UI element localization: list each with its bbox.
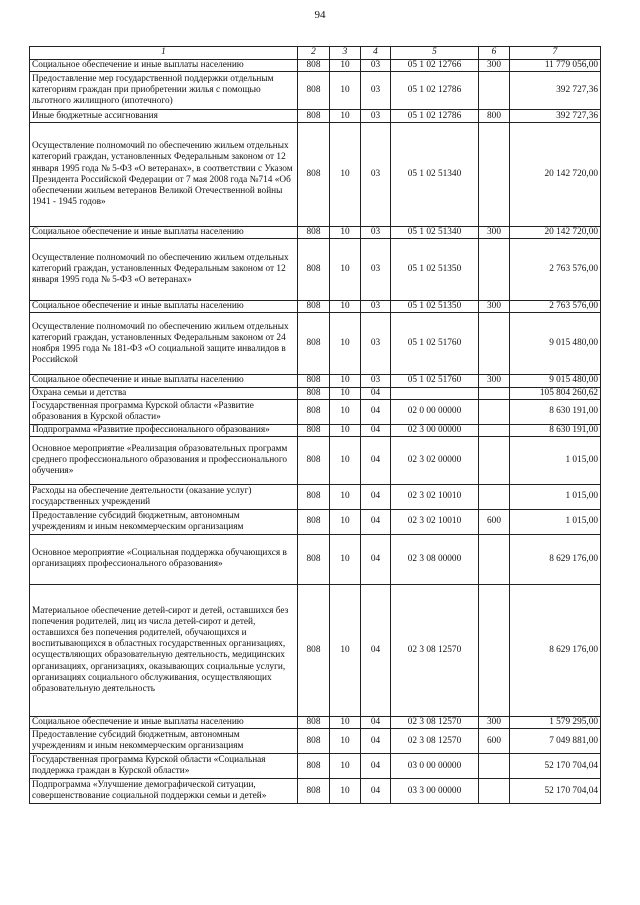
row-subsection-cell: 03 (361, 239, 391, 301)
row-expense-type-cell (479, 754, 510, 779)
row-name-cell: Охрана семьи и детства (30, 387, 298, 399)
row-name-cell: Материальное обеспечение детей-сирот и детей, оставшихся без попечения родителей, лиц из числа детей-сирот и детей, оставшихся без попечения родителей, обучающихся и воспитывающихся в областных государственных организациях, осуществляющих образовательную деятельность, медицинских организациях, организациях, оказывающих социальные услуги, организациях социального обслуживания, осуществляющих образовательную деятельность (30, 584, 298, 716)
row-expense-type-cell (479, 424, 510, 436)
row-sum-cell: 8 630 191,00 (510, 399, 601, 424)
table-row (30, 584, 601, 716)
table-row (30, 424, 601, 436)
row-name-cell: Государственная программа Курской области «Социальная поддержка граждан в Курской области» (30, 754, 298, 779)
row-code-cell: 808 (298, 534, 330, 584)
row-sum-cell: 1 015,00 (510, 436, 601, 484)
table-row (30, 716, 601, 728)
row-section-cell: 10 (330, 60, 361, 72)
row-expense-type-cell (479, 239, 510, 301)
table-row (30, 387, 601, 399)
row-subsection-cell: 03 (361, 72, 391, 110)
row-target-cell: 02 3 08 12570 (391, 729, 479, 754)
row-subsection-cell: 03 (361, 375, 391, 387)
row-section-cell: 10 (330, 313, 361, 375)
row-expense-type-cell: 800 (479, 110, 510, 123)
table-row (30, 72, 601, 110)
row-name-cell: Государственная программа Курской области «Развитие образования в Курской области» (30, 399, 298, 424)
row-section-cell: 10 (330, 716, 361, 728)
row-subsection-cell: 04 (361, 779, 391, 804)
row-sum-cell: 1 579 295,00 (510, 716, 601, 728)
row-code-cell: 808 (298, 301, 330, 313)
row-code-cell: 808 (298, 110, 330, 123)
row-code-cell: 808 (298, 754, 330, 779)
row-target-cell: 05 1 02 12766 (391, 60, 479, 72)
table-row (30, 729, 601, 754)
row-subsection-cell: 04 (361, 509, 391, 534)
row-sum-cell: 8 630 191,00 (510, 424, 601, 436)
row-sum-cell: 8 629 176,00 (510, 584, 601, 716)
table-row (30, 123, 601, 227)
row-section-cell: 10 (330, 584, 361, 716)
row-subsection-cell: 04 (361, 534, 391, 584)
row-target-cell: 02 3 08 12570 (391, 716, 479, 728)
row-sum-cell: 1 015,00 (510, 509, 601, 534)
row-target-cell: 02 3 02 10010 (391, 484, 479, 509)
row-section-cell: 10 (330, 301, 361, 313)
row-name-cell: Социальное обеспечение и иные выплаты населению (30, 375, 298, 387)
row-name-cell: Расходы на обеспечение деятельности (оказание услуг) государственных учреждений (30, 484, 298, 509)
table-row (30, 436, 601, 484)
row-target-cell (391, 387, 479, 399)
row-name-text: Осуществление полномочий по обеспечению жильем отдельных категорий граждан, установленных Федеральным законом от 24 ноября 1995 года № 181-ФЗ «О социальной защите инвалидов в Российской (32, 321, 289, 366)
row-expense-type-cell: 300 (479, 375, 510, 387)
row-sum-cell: 7 049 881,00 (510, 729, 601, 754)
table-body (30, 60, 601, 804)
row-section-cell: 10 (330, 123, 361, 227)
row-sum-cell: 52 170 704,04 (510, 779, 601, 804)
table-row (30, 227, 601, 239)
page-number: 94 (314, 9, 326, 21)
row-name-cell: Предоставление мер государственной поддержки отдельным категориям граждан при приобретении жилья с помощью льготного жилищного (ипотечного) (30, 72, 298, 110)
table-row (30, 313, 601, 375)
row-target-cell: 02 3 02 00000 (391, 436, 479, 484)
row-section-cell: 10 (330, 484, 361, 509)
row-code-cell: 808 (298, 779, 330, 804)
row-expense-type-cell (479, 779, 510, 804)
row-code-cell: 808 (298, 399, 330, 424)
row-target-cell: 02 3 08 00000 (391, 534, 479, 584)
row-name-cell: Предоставление субсидий бюджетным, автономным учреждениям и иным некоммерческим организациям (30, 509, 298, 534)
row-code-cell: 808 (298, 436, 330, 484)
row-expense-type-cell (479, 387, 510, 399)
table-header-row (30, 47, 601, 60)
row-code-cell: 808 (298, 375, 330, 387)
row-sum-cell: 9 015 480,00 (510, 375, 601, 387)
row-subsection-cell: 03 (361, 301, 391, 313)
row-target-cell: 05 1 02 51760 (391, 313, 479, 375)
row-section-cell: 10 (330, 110, 361, 123)
row-code-cell: 808 (298, 123, 330, 227)
row-subsection-cell: 04 (361, 729, 391, 754)
row-section-cell: 10 (330, 509, 361, 534)
row-name-cell: Основное мероприятие «Реализация образовательных программ среднего профессионального образования и профессионального обучения» (30, 436, 298, 484)
row-name-cell: Предоставление субсидий бюджетным, автономным учреждениям и иным некоммерческим организациям (30, 729, 298, 754)
row-subsection-cell: 03 (361, 110, 391, 123)
row-section-cell: 10 (330, 375, 361, 387)
row-sum-cell: 2 763 576,00 (510, 301, 601, 313)
column-header: 3 (330, 47, 361, 60)
row-expense-type-cell (479, 399, 510, 424)
row-code-cell: 808 (298, 239, 330, 301)
row-target-cell: 05 1 02 51340 (391, 227, 479, 239)
table-row (30, 60, 601, 72)
row-section-cell: 10 (330, 729, 361, 754)
row-name-cell: Социальное обеспечение и иные выплаты населению (30, 227, 298, 239)
table-row (30, 239, 601, 301)
row-sum-cell: 392 727,36 (510, 72, 601, 110)
row-subsection-cell: 04 (361, 436, 391, 484)
row-expense-type-cell: 600 (479, 729, 510, 754)
row-code-cell: 808 (298, 584, 330, 716)
row-target-cell: 03 3 00 00000 (391, 779, 479, 804)
row-subsection-cell: 04 (361, 387, 391, 399)
row-target-cell: 02 0 00 00000 (391, 399, 479, 424)
row-subsection-cell: 04 (361, 399, 391, 424)
column-header: 6 (479, 47, 510, 60)
row-section-cell: 10 (330, 779, 361, 804)
row-expense-type-cell: 600 (479, 509, 510, 534)
row-sum-cell: 8 629 176,00 (510, 534, 601, 584)
row-section-cell: 10 (330, 436, 361, 484)
row-sum-cell: 20 142 720,00 (510, 227, 601, 239)
row-target-cell: 02 3 02 10010 (391, 509, 479, 534)
row-subsection-cell: 04 (361, 424, 391, 436)
row-code-cell: 808 (298, 509, 330, 534)
table-row (30, 534, 601, 584)
row-sum-cell: 20 142 720,00 (510, 123, 601, 227)
row-target-cell: 05 1 02 12786 (391, 110, 479, 123)
row-code-cell: 808 (298, 387, 330, 399)
row-expense-type-cell (479, 313, 510, 375)
row-subsection-cell: 04 (361, 754, 391, 779)
row-code-cell: 808 (298, 484, 330, 509)
row-name-cell: Осуществление полномочий по обеспечению жильем отдельных категорий граждан, установленных Федеральным законом от 12 января 1995 года № 5-ФЗ «О ветеранах» (30, 239, 298, 301)
column-header: 7 (510, 47, 601, 60)
row-target-cell: 02 3 08 12570 (391, 584, 479, 716)
row-subsection-cell: 03 (361, 313, 391, 375)
row-code-cell: 808 (298, 72, 330, 110)
table-row (30, 375, 601, 387)
row-section-cell: 10 (330, 534, 361, 584)
column-header: 2 (298, 47, 330, 60)
table-row (30, 301, 601, 313)
row-expense-type-cell: 300 (479, 716, 510, 728)
row-expense-type-cell (479, 436, 510, 484)
row-code-cell: 808 (298, 424, 330, 436)
row-expense-type-cell: 300 (479, 301, 510, 313)
row-subsection-cell: 03 (361, 227, 391, 239)
row-subsection-cell: 04 (361, 716, 391, 728)
row-target-cell: 05 1 02 51350 (391, 239, 479, 301)
row-code-cell: 808 (298, 60, 330, 72)
table-row (30, 509, 601, 534)
table-row (30, 399, 601, 424)
row-name-cell: Подпрограмма «Развитие профессионального образования» (30, 424, 298, 436)
row-expense-type-cell: 300 (479, 227, 510, 239)
row-subsection-cell: 04 (361, 484, 391, 509)
row-sum-cell: 105 804 260,62 (510, 387, 601, 399)
table-row (30, 754, 601, 779)
row-name-cell: Социальное обеспечение и иные выплаты населению (30, 716, 298, 728)
column-header: 4 (361, 47, 391, 60)
row-section-cell: 10 (330, 227, 361, 239)
row-section-cell: 10 (330, 72, 361, 110)
row-sum-cell: 9 015 480,00 (510, 313, 601, 375)
row-section-cell: 10 (330, 239, 361, 301)
row-expense-type-cell (479, 534, 510, 584)
row-subsection-cell: 03 (361, 123, 391, 227)
row-sum-cell: 52 170 704,04 (510, 754, 601, 779)
row-name-cell: Основное мероприятие «Социальная поддержка обучающихся в организациях профессионального образования» (30, 534, 298, 584)
row-target-cell: 05 1 02 51350 (391, 301, 479, 313)
row-expense-type-cell (479, 484, 510, 509)
row-code-cell: 808 (298, 716, 330, 728)
row-section-cell: 10 (330, 399, 361, 424)
row-name-cell: Иные бюджетные ассигнования (30, 110, 298, 123)
row-name-cell: Осуществление полномочий по обеспечению жильем отдельных категорий граждан, установленных Федеральным законом от 12 января 1995 года № 5-ФЗ «О ветеранах», в соответствии с Указом Президента Российской Федерации от 7 мая 2008 года №714 «Об обеспечении жильем ветеранов Великой Отечественной войны 1941 - 1945 годов» (30, 123, 298, 227)
row-expense-type-cell: 300 (479, 60, 510, 72)
table-row (30, 484, 601, 509)
row-name-cell (30, 313, 298, 375)
row-section-cell: 10 (330, 424, 361, 436)
row-sum-cell: 11 779 056,00 (510, 60, 601, 72)
row-subsection-cell: 04 (361, 584, 391, 716)
row-sum-cell: 1 015,00 (510, 484, 601, 509)
row-target-cell: 05 1 02 12786 (391, 72, 479, 110)
row-section-cell: 10 (330, 754, 361, 779)
row-code-cell: 808 (298, 729, 330, 754)
row-code-cell: 808 (298, 313, 330, 375)
row-section-cell: 10 (330, 387, 361, 399)
column-header: 5 (391, 47, 479, 60)
table-row (30, 110, 601, 123)
row-code-cell: 808 (298, 227, 330, 239)
table-row (30, 779, 601, 804)
row-expense-type-cell (479, 584, 510, 716)
row-expense-type-cell (479, 123, 510, 227)
row-name-cell: Подпрограмма «Улучшение демографической ситуации, совершенствование социальной поддержки семьи и детей» (30, 779, 298, 804)
column-header: 1 (30, 47, 298, 60)
row-sum-cell: 2 763 576,00 (510, 239, 601, 301)
row-target-cell: 03 0 00 00000 (391, 754, 479, 779)
budget-table (29, 46, 601, 804)
row-target-cell: 05 1 02 51760 (391, 375, 479, 387)
row-subsection-cell: 03 (361, 60, 391, 72)
row-target-cell: 02 3 00 00000 (391, 424, 479, 436)
row-name-cell: Социальное обеспечение и иные выплаты населению (30, 60, 298, 72)
row-name-cell: Социальное обеспечение и иные выплаты населению (30, 301, 298, 313)
row-target-cell: 05 1 02 51340 (391, 123, 479, 227)
row-sum-cell: 392 727,36 (510, 110, 601, 123)
row-expense-type-cell (479, 72, 510, 110)
